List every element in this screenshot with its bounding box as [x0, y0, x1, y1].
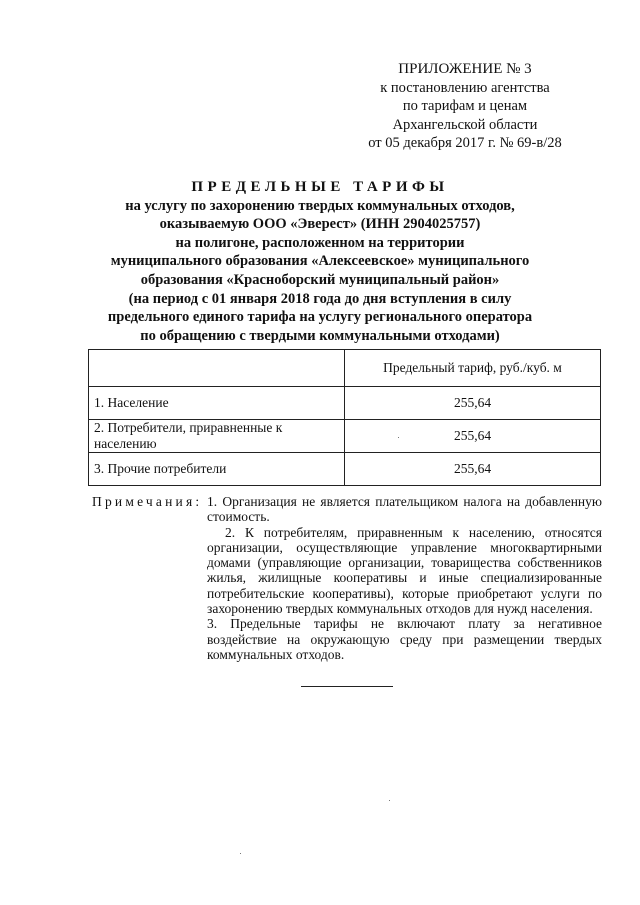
- appendix-title: ПРИЛОЖЕНИЕ № 3: [398, 61, 532, 77]
- heading-line-5: образования «Красноборский муниципальный район»: [140, 271, 500, 288]
- row-value-cell: 255,64: [345, 387, 601, 420]
- heading-line-7: предельного единого тарифа на услугу регионального оператора: [107, 309, 533, 326]
- heading-line-3: на полигоне, расположенном на территории: [175, 234, 465, 251]
- row-value-cell: 255,64: [345, 420, 601, 453]
- table-row: [89, 453, 601, 486]
- scan-speck: [389, 800, 390, 801]
- appendix-line-3: Архангельской области: [392, 116, 538, 133]
- document-heading: [40, 178, 600, 345]
- heading-line-2: оказываемую ООО «Эверест» (ИНН 2904025757): [159, 216, 481, 233]
- row-category-cell: 3. Прочие потребители: [89, 453, 345, 486]
- row-value-cell: 255,64: [345, 453, 601, 486]
- table-row: [89, 420, 601, 453]
- scan-speck: [398, 437, 399, 438]
- note-item-3: 3. Предельные тарифы не включают плату за негативное воздействие на окружающую среду при размещении твердых коммунальных отходов.: [207, 616, 602, 662]
- appendix-line-2: по тарифам и ценам: [402, 98, 528, 114]
- document-title: ПРЕДЕЛЬНЫЕ ТАРИФЫ: [191, 179, 449, 195]
- heading-line-8: по обращению с твердыми коммунальными отходами): [140, 327, 500, 344]
- scan-speck: [240, 853, 241, 854]
- tariff-table: [88, 349, 601, 486]
- header-value-cell: Предельный тариф, руб./куб. м: [345, 350, 601, 387]
- table-row: [89, 387, 601, 420]
- heading-line-6: (на период с 01 января 2018 года до дня вступления в силу: [128, 290, 512, 307]
- row-category-cell: 1. Население: [89, 387, 345, 420]
- appendix-line-1: к постановлению агентства: [380, 79, 550, 96]
- heading-line-4: муниципального образования «Алексеевское» муниципального: [110, 253, 530, 270]
- note-item-2: 2. К потребителям, приравненным к населению, относятся организации, осуществляющие управление многоквартирными домами (управляющие организации, товарищества собственников жилья, жилищные кооперативы и иные специализированные потребительские кооперативы), которые приобретают услуги по захоронению твердых коммунальных отходов для нужд населения.: [207, 524, 602, 617]
- appendix-line-4: от 05 декабря 2017 г. № 69-в/28: [368, 135, 562, 151]
- header-category-cell: [89, 350, 345, 387]
- separator-line: [301, 686, 393, 687]
- note-item-1: 1. Организация не является плательщиком налога на добавленную стоимость.: [207, 494, 602, 525]
- row-category-cell: 2. Потребители, приравненные к населению: [89, 420, 345, 453]
- table-header-row: [89, 350, 601, 387]
- notes-list: [207, 494, 602, 662]
- notes-label: Примечания:: [92, 494, 203, 509]
- appendix-header: [340, 60, 590, 153]
- heading-line-1: на услугу по захоронению твердых коммунальных отходов,: [125, 197, 515, 214]
